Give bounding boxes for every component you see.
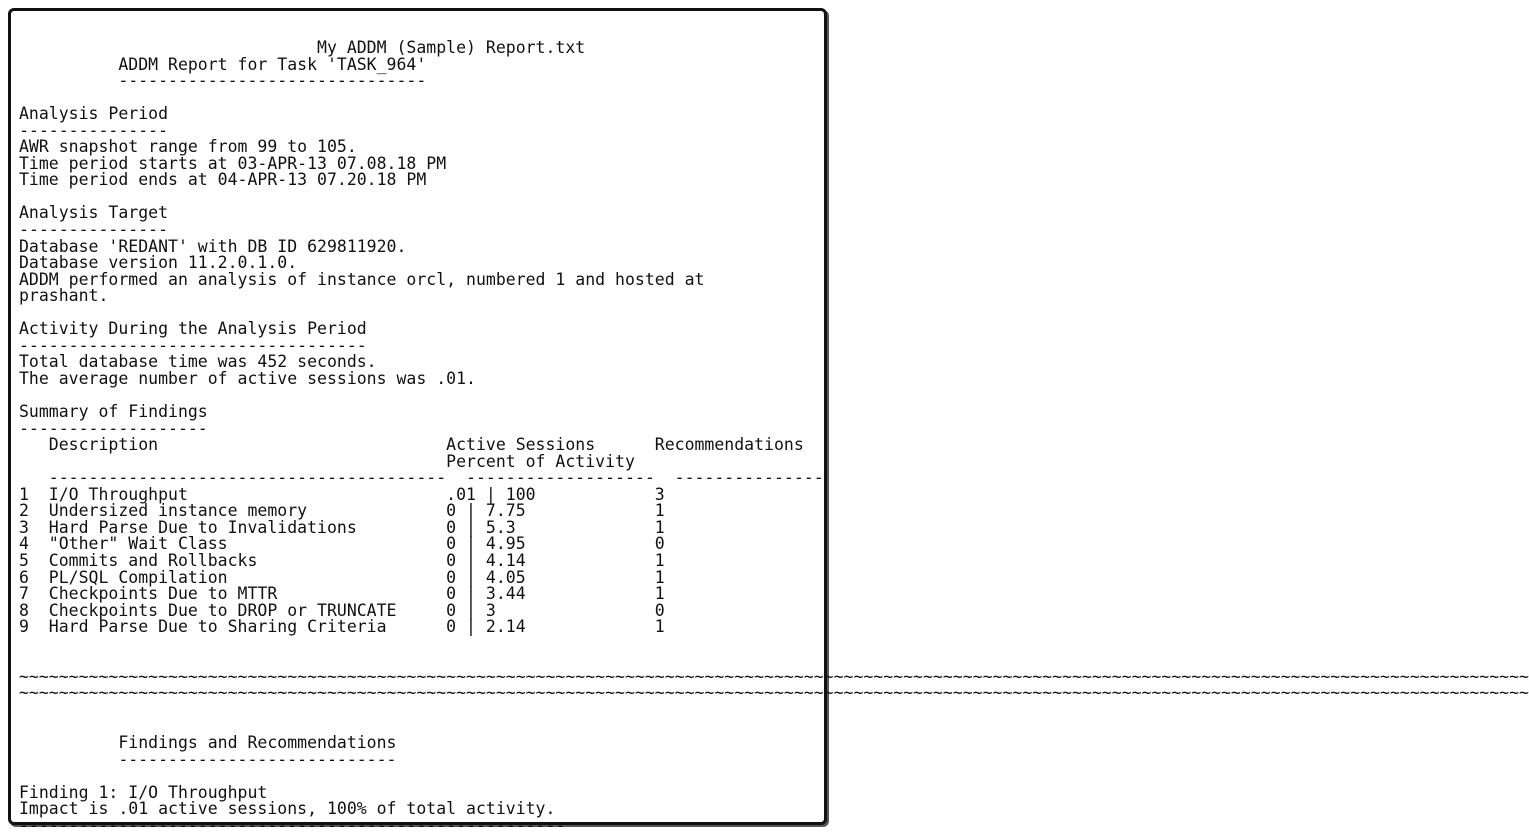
report-line: 6 PL/SQL Compilation 0 | 4.05 1: [19, 567, 665, 587]
report-line: prashant.: [19, 286, 109, 306]
report-line: 4 "Other" Wait Class 0 | 4.95 0: [19, 534, 665, 554]
report-line: Finding 1: I/O Throughput: [19, 782, 268, 802]
report-line: [19, 387, 1529, 404]
report-line: [19, 636, 1529, 653]
report-line: The average number of active sessions was .01.: [19, 368, 476, 388]
report-line: ----------------------------: [19, 749, 397, 769]
report-line: [19, 189, 1529, 206]
report-line: ~~~~~~~~~~~~~~~~~~~~~~~~~~~~~~~~~~~~~~~~~~~~~~~~~~~~~~~~~~~~~~~~~~~~~~~~~~~~~~~~~~~~~~~~~~~~~~~~~~~~~~~~~~~~~~~~~~~~~~~~~~~~~~~~~~~~~~~~~~~~~~~~~~~~~~~~: [19, 666, 1529, 686]
report-line: -------------------------------------------------------: [19, 815, 566, 835]
report-line: ADDM Report for Task 'TASK_964': [19, 54, 427, 74]
report-line: Description Active Sessions Recommendations: [19, 435, 804, 455]
report-line: Database version 11.2.0.1.0.: [19, 253, 298, 273]
report-line: Activity During the Analysis Period: [19, 319, 367, 339]
report-line: 7 Checkpoints Due to MTTR 0 | 3.44 1: [19, 584, 665, 604]
report-line: ADDM performed an analysis of instance orcl, numbered 1 and hosted at: [19, 269, 705, 289]
report-line: 2 Undersized instance memory 0 | 7.75 1: [19, 501, 665, 521]
report-line: 5 Commits and Rollbacks 0 | 4.14 1: [19, 550, 665, 570]
report-line: -----------------------------------: [19, 335, 367, 355]
report-line: Percent of Activity: [19, 451, 635, 471]
report-line: [19, 90, 1529, 107]
report-line: -------------------------------: [19, 71, 427, 91]
report-line: 3 Hard Parse Due to Invalidations 0 | 5.3 1: [19, 517, 665, 537]
report-line: 8 Checkpoints Due to DROP or TRUNCATE 0 | 3 0: [19, 600, 665, 620]
report-line: Database 'REDANT' with DB ID 629811920.: [19, 236, 407, 256]
report-line: Impact is .01 active sessions, 100% of total activity.: [19, 799, 556, 819]
report-line: Time period ends at 04-APR-13 07.20.18 PM: [19, 170, 427, 190]
report-line: [19, 702, 1529, 719]
report-line: My ADDM (Sample) Report.txt: [19, 38, 586, 57]
report-line: 9 Hard Parse Due to Sharing Criteria 0 | 2.14 1: [19, 617, 665, 637]
report-line: 1 I/O Throughput .01 | 100 3: [19, 484, 665, 504]
report-line: Analysis Target: [19, 203, 169, 223]
text-viewer-window: [8, 8, 1529, 835]
report-line: Findings and Recommendations: [19, 732, 397, 752]
report-line: Total database time was 452 seconds.: [19, 352, 377, 372]
report-line: Analysis Period: [19, 104, 169, 124]
report-line: -------------------: [19, 418, 208, 438]
report-line: ---------------------------------------- ------------------- ---------------: [19, 468, 824, 488]
report-line: Time period starts at 03-APR-13 07.08.18 PM: [19, 153, 447, 173]
report-text: [19, 40, 1529, 834]
report-line: Summary of Findings: [19, 402, 208, 422]
report-line: ---------------: [19, 220, 169, 240]
report-line: ---------------: [19, 120, 169, 140]
report-line: AWR snapshot range from 99 to 105.: [19, 137, 357, 157]
report-line: ~~~~~~~~~~~~~~~~~~~~~~~~~~~~~~~~~~~~~~~~~~~~~~~~~~~~~~~~~~~~~~~~~~~~~~~~~~~~~~~~~~~~~~~~~~~~~~~~~~~~~~~~~~~~~~~~~~~~~~~~~~~~~~~~~~~~~~~~~~~~~~~~~~~~~~~~: [19, 683, 1529, 703]
